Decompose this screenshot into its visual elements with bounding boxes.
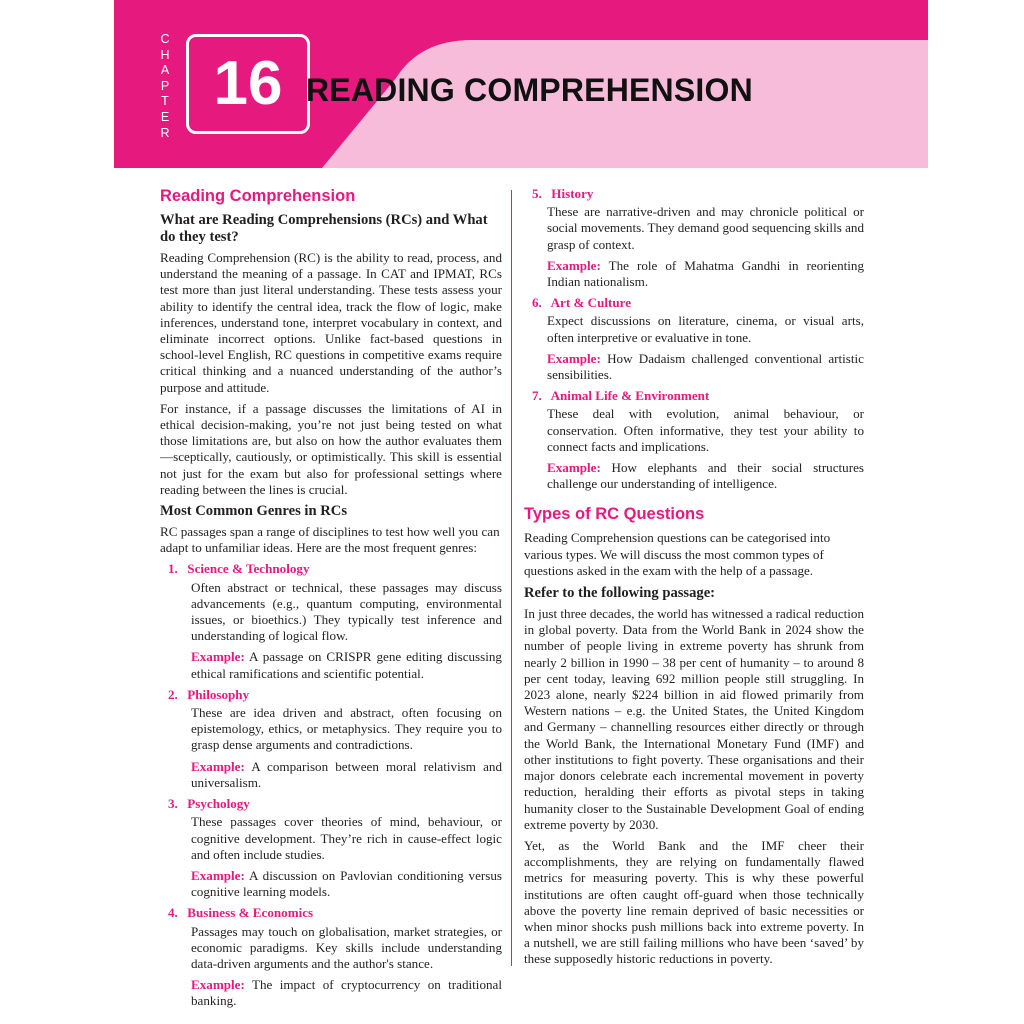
left-column [160, 186, 502, 1015]
subheading-refer-passage: Refer to the following passage: [524, 585, 716, 602]
instance-paragraph: For instance, if a passage discusses the limitations of AI in ethical decision-making, you’re not just being tested on what those limitations are, but also on how the author evaluates them—sceptically, cautiously, or optimistically. This skill is essential not just for the exam but also for professional settings where reading between the lines is crucial. [160, 400, 502, 497]
genre-title: 5. History [532, 186, 594, 201]
genre-item [168, 687, 502, 791]
genre-item [524, 295, 864, 383]
genre-description: These deal with evolution, animal behaviour, or conservation. Often informative, they test your ability to connect facts and implications. [547, 406, 864, 454]
subheading-what-are-rcs: What are Reading Comprehensions (RCs) and What do they test? [160, 212, 488, 245]
genre-title: 3. Psychology [168, 796, 250, 812]
genre-example: Example: A passage on CRISPR gene editing discussing ethical ramifications and scientific potential. [191, 649, 502, 681]
genre-example: Example: The impact of cryptocurrency on traditional banking. [191, 977, 502, 1009]
genre-description: These passages cover theories of mind, behaviour, or cognitive development. They’re rich in cause-effect logic and often include studies. [191, 814, 502, 862]
subheading-common-genres: Most Common Genres in RCs [160, 503, 348, 520]
chapter-number-box [186, 34, 310, 134]
genre-item [168, 905, 502, 1009]
genre-example: Example: How elephants and their social structures challenge our understanding of intelligence. [547, 460, 864, 492]
genre-description: Passages may touch on globalisation, market strategies, or economic paradigms. Key skills include understanding data-driven arguments and the author's stance. [191, 923, 502, 971]
genre-example: Example: A discussion on Pavlovian conditioning versus cognitive learning models. [191, 867, 502, 900]
chapter-label-vertical: C H A P T E R [160, 32, 170, 140]
types-intro-paragraph: Reading Comprehension questions can be categorised into various types. We will discuss the most common types of questions asked in the exam with the help of a passage. [524, 530, 831, 578]
intro-paragraph: Reading Comprehension (RC) is the ability to read, process, and understand the meaning of a passage. In CAT and IPMAT, RCs test more than just literal understanding. These tests assess your ability to identify the central idea, track the flow of logic, make inferences, understand tone, interpret vocabulary in context, and eliminate incorrect options. Unlike fact-based questions in school-level English, RC questions in competitive exams require critical thinking and a nuanced understanding of the author’s purpose and attitude. [160, 250, 502, 395]
genre-item [524, 388, 864, 492]
column-divider [511, 190, 512, 966]
genre-title: 4. Business & Economics [168, 905, 314, 921]
genre-description: Expect discussions on literature, cinema, or visual arts, often interpretive or evaluative in tone. [547, 313, 864, 345]
genre-item [524, 186, 864, 290]
genre-title: 1. Science & Technology [168, 561, 310, 577]
right-column [524, 186, 864, 973]
genre-title: 7. Animal Life & Environment [532, 388, 710, 404]
passage-paragraph-2: Yet, as the World Bank and the IMF cheer their accomplishments, they are relying on fundamentally flawed metrics for measuring poverty. This is why these powerful institutions are often caught off-guard when those technically above the poverty line remain deprived of basic necessities or when minor shocks push millions back into extreme poverty. In a nutshell, we are still failing millions who have been ‘saved’ by these supposedly historic reductions in poverty. [524, 837, 864, 967]
genre-title: 6. Art & Culture [532, 295, 632, 311]
chapter-title: READING COMPREHENSION [306, 72, 753, 108]
genre-description: These are idea driven and abstract, often focusing on epistemology, ethics, or metaphysics. They require you to grasp dense arguments and contradictions. [191, 705, 502, 753]
genre-item [168, 796, 502, 900]
passage-paragraph-1: In just three decades, the world has witnessed a radical reduction in global poverty. Data from the World Bank in 2024 show the number of people living in extreme poverty has shrunk from nearly 2 billion in 1990 – 38 per cent of humanity – to around 8 per cent today, leaving 692 million people still struggling. In 2023 alone, nearly $224 billion in aid flowed primarily from Western nations – e.g. the United States, the United Kingdom and Germany – channelling resources either directly or through the World Bank, the International Monetary Fund (IMF) and other institutions to fight poverty. These organisations and their major donors celebrate each incremental movement in poverty reduction, heralding their efforts as pivotal steps in taking humanity closer to the Sustainable Development Goal of ending extreme poverty by 2030. [524, 606, 864, 832]
genre-example: Example: How Dadaism challenged conventional artistic sensibilities. [547, 350, 864, 383]
genre-example: Example: The role of Mahatma Gandhi in reorienting Indian nationalism. [547, 257, 864, 290]
chapter-number: 16 [213, 49, 283, 118]
genre-description: These are narrative-driven and may chronicle political or social movements. They demand good sequencing skills and grasp of context. [547, 204, 864, 252]
section-heading-reading-comprehension: Reading Comprehension [160, 187, 356, 205]
genres-intro-paragraph: RC passages span a range of disciplines to test how well you can adapt to unfamiliar ideas. Here are the most frequent genres: [160, 524, 500, 556]
genre-item [168, 561, 502, 681]
genre-example: Example: A comparison between moral relativism and universalism. [191, 758, 502, 790]
section-heading-types-of-rc: Types of RC Questions [524, 505, 705, 524]
genre-title: 2. Philosophy [168, 686, 250, 702]
genre-description: Often abstract or technical, these passages may discuss advancements (e.g., quantum computing, environmental issues, or bioethics.) They typically test inference and understanding of logical flow. [191, 579, 502, 644]
